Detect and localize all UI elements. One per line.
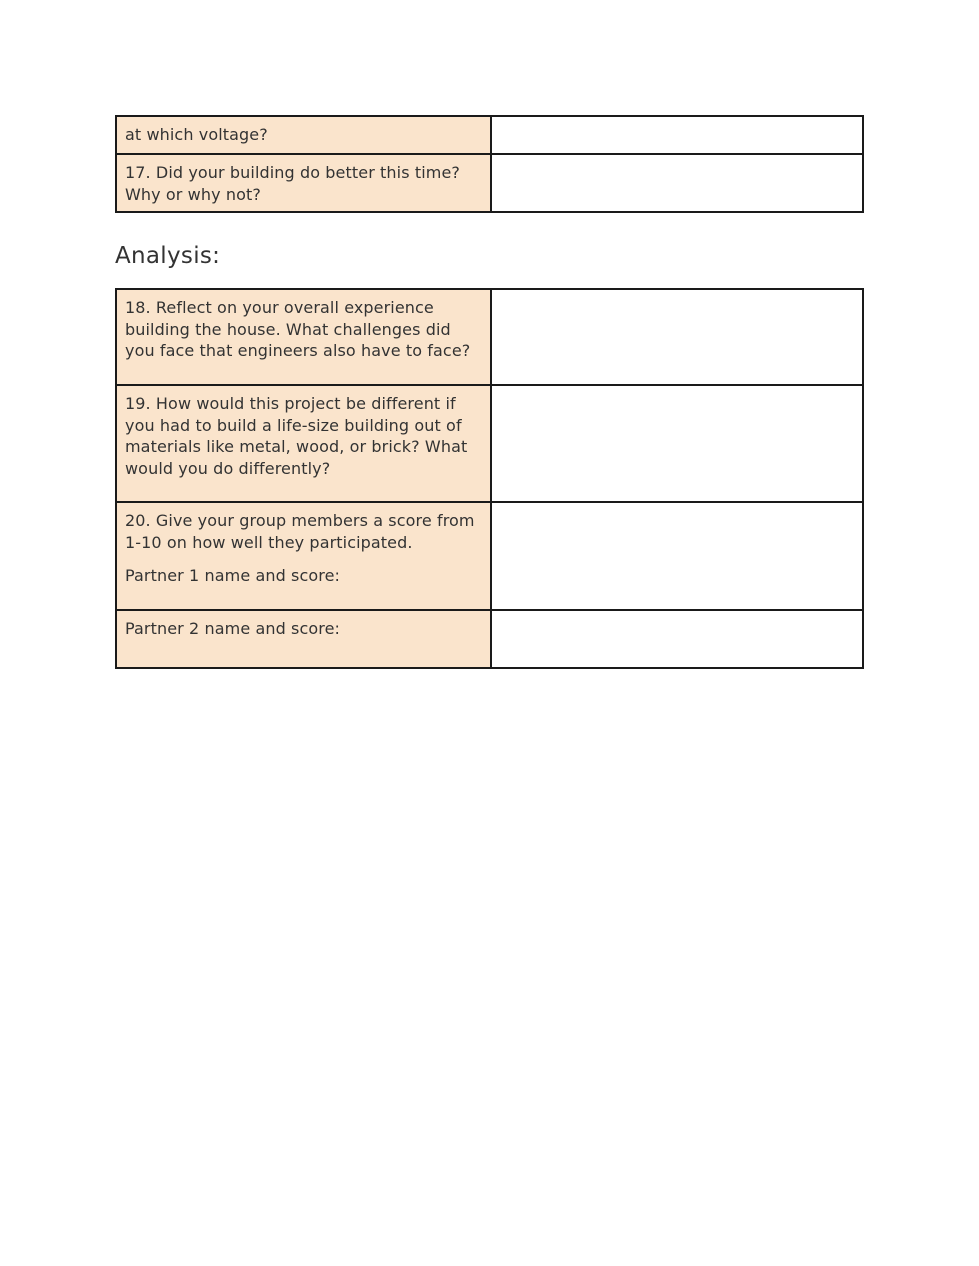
question-text: at which voltage? [125,125,268,144]
question-cell [116,610,491,668]
question-text: 19. How would this project be different if you had to build a life-size building out of materials like metal, wood, or brick? What would you do differently? [125,394,468,478]
table-row [116,154,863,212]
answer-cell[interactable] [491,385,863,502]
answer-cell[interactable] [491,289,863,385]
table-row [116,289,863,385]
question-cell [116,116,491,154]
question-cell [116,502,491,610]
answer-cell[interactable] [491,116,863,154]
table-row [116,385,863,502]
table-row [116,116,863,154]
table-row [116,502,863,610]
answer-cell[interactable] [491,610,863,668]
partner-1-label: Partner 1 name and score: [125,566,341,585]
partner-2-label: Partner 2 name and score: [125,619,341,638]
question-cell [116,385,491,502]
answer-cell[interactable] [491,502,863,610]
table-row [116,610,863,668]
analysis-table [115,288,864,669]
question-cell [116,289,491,385]
question-text: 18. Reflect on your overall experience building the house. What challenges did you face that engineers also have to face? [125,298,471,360]
answer-cell[interactable] [491,154,863,212]
question-text: 17. Did your building do better this time? Why or why not? [125,163,460,204]
question-cell [116,154,491,212]
questions-table-continued [115,115,864,213]
analysis-heading: Analysis: [115,243,221,269]
question-text: 20. Give your group members a score from 1-10 on how well they participated. [125,511,475,552]
